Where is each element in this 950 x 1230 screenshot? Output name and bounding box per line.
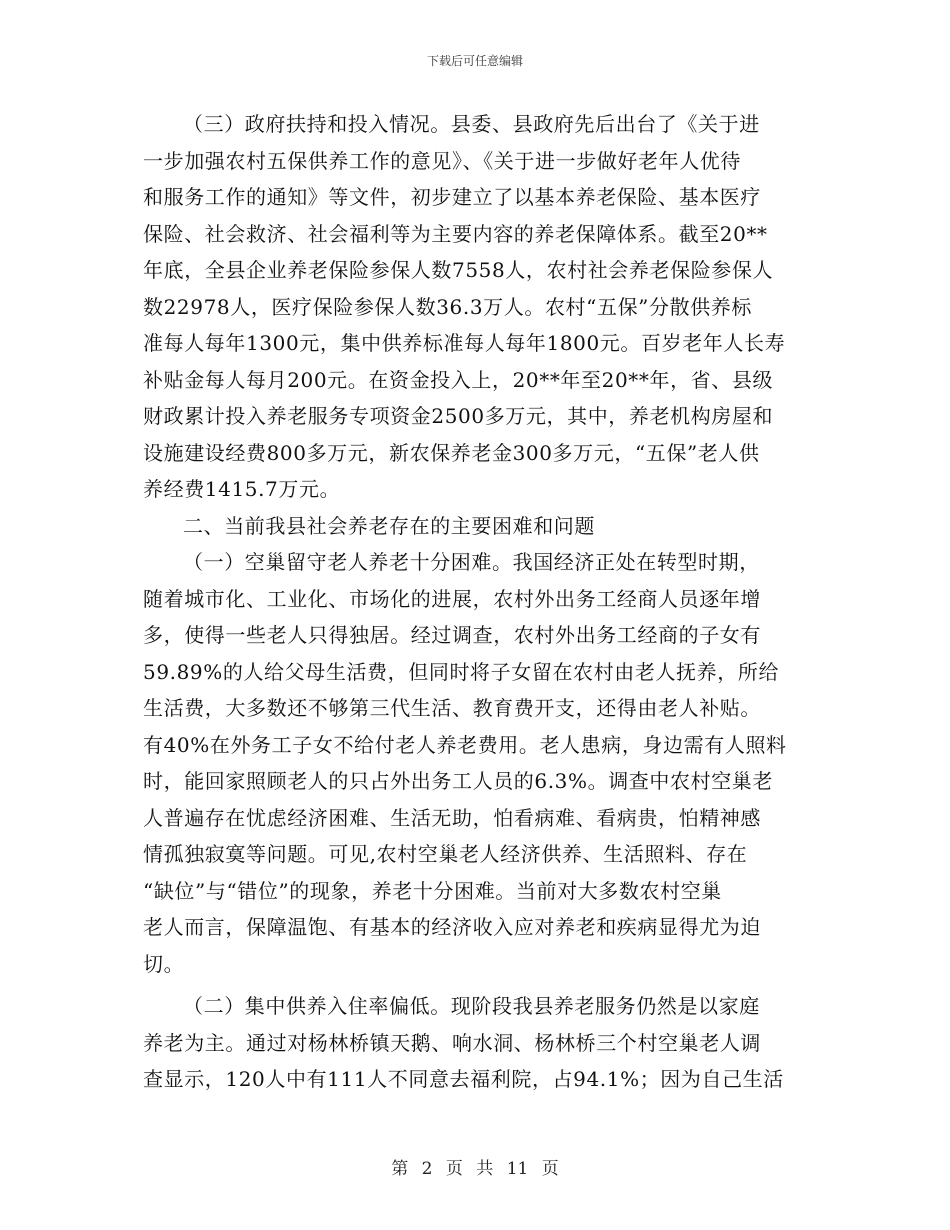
section-heading-difficulties: 二、当前我县社会养老存在的主要困难和问题 [183, 513, 595, 538]
paragraph-centralized-care: （二）集中供养入住率偏低。现阶段我县养老服务仍然是以家庭 养老为主。通过对杨林桥镇天鹅、响水洞、杨林桥三个村空巢老人调 查显示，120人中有111人不同意去福利院，占94.1%；因为自己生活 [143, 994, 784, 1091]
footer-label-total: 共 [476, 1159, 494, 1179]
paragraph-government-support: （三）政府扶持和投入情况。县委、县政府先后出台了《关于进 一步加强农村五保供养工作的意见》、《关于进一步做好老年人优待 和服务工作的通知》等文件，初步建立了以基本养老保险、基本医疗 保险、社会救济、社会福利等为主要内容的养老保障体系。截至20** 年底，全县企业养老保险参保人数7558人，农村社会养老保险参保人 数22978人，医疗保险参保人数36.3万人。农村“五保”分散供养标 准每人每年1300元，集中供养标准每人每年1800元。百岁老年人长寿 补贴金每人每月200元。在资金投入上，20**年至20**年，省、县级 财政累计投入养老服务专项资金2500多万元，其中，养老机构房屋和 设施建设经费800多万元，新农保养老金300多万元，“五保”老人供 养经费1415.7万元。 [143, 112, 786, 501]
footer-label-page: 第 [391, 1159, 409, 1179]
footer-current-page: 2 [421, 1159, 433, 1179]
page-footer [0, 1154, 950, 1179]
paragraph-empty-nest-elderly: （一）空巢留守老人养老十分困难。我国经济正处在转型时期， 随着城市化、工业化、市场化的进展，农村外出务工经商人员逐年增 多，使得一些老人只得独居。经过调查，农村外出务工经商的子女有 59.89%的人给父母生活费，但同时将子女留在农村由老人抚养，所给 生活费，大多数还不够第三代生活、教育费开支，还得由老人补贴。 有40%在外务工子女不给付老人养老费用。老人患病，身边需有人照料 时，能回家照顾老人的只占外出务工人员的6.3%。调查中农村空巢老 人普遍存在忧虑经济困难、生活无助，怕看病难、看病贵，怕精神感 情孤独寂寞等问题。可见,农村空巢老人经济供养、生活照料、存在 “缺位”与“错位”的现象，养老十分困难。当前对大多数农村空巢 老人而言，保障温饱、有基本的经济收入应对养老和疾病显得尤为迫 切。 [143, 550, 787, 976]
footer-label-total-unit: 页 [541, 1159, 559, 1179]
header-text: 下载后可任意编辑 [426, 54, 523, 68]
document-body [143, 106, 808, 1098]
footer-label-page-unit: 页 [445, 1159, 463, 1179]
footer-total-pages: 11 [506, 1159, 529, 1179]
page-header [0, 52, 950, 69]
